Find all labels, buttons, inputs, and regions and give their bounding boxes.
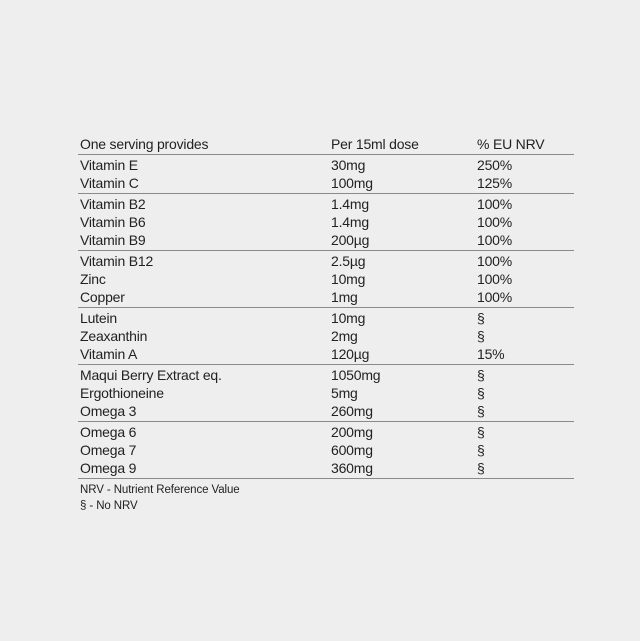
nutrient-nrv: 100% — [477, 232, 513, 248]
nutrient-nrv: § — [477, 328, 485, 344]
nutrient-name: Vitamin B6 — [80, 214, 146, 230]
nutrient-nrv: § — [475, 308, 574, 328]
table-group — [78, 308, 574, 365]
nutrient-name: Omega 9 — [78, 459, 329, 479]
nutrition-panel — [78, 134, 574, 514]
nutrient-nrv: 100% — [475, 194, 574, 214]
footnote-no-nrv: § - No NRV — [80, 500, 138, 512]
table-row — [78, 270, 574, 288]
nutrient-nrv: 100% — [477, 271, 513, 287]
nutrient-nrv: 100% — [477, 214, 513, 230]
nutrient-dose: 100mg — [331, 175, 373, 191]
nutrient-dose: 260mg — [331, 403, 373, 419]
nutrient-dose: 10mg — [329, 308, 475, 328]
table-row — [78, 308, 574, 328]
nutrient-dose: 2mg — [331, 328, 358, 344]
table-row — [78, 155, 574, 175]
table-row — [78, 213, 574, 231]
nutrient-name: Omega 3 — [80, 403, 137, 419]
nutrient-nrv: 100% — [475, 251, 574, 271]
nutrient-nrv: § — [477, 442, 485, 458]
table-row — [78, 174, 574, 194]
nutrient-name: Zeaxanthin — [80, 328, 148, 344]
table-row — [78, 459, 574, 479]
table-row — [78, 194, 574, 214]
footnotes — [78, 482, 574, 514]
nutrient-name: Omega 7 — [80, 442, 137, 458]
nutrient-name: Maqui Berry Extract eq. — [78, 365, 329, 385]
nutrient-name: Vitamin C — [80, 175, 139, 191]
table-group — [78, 365, 574, 422]
table-group — [78, 194, 574, 251]
header-dose: Per 15ml dose — [331, 136, 419, 152]
nutrient-name: Zinc — [80, 271, 106, 287]
table-row — [78, 345, 574, 365]
nutrient-dose: 360mg — [329, 459, 475, 479]
table-group — [78, 251, 574, 308]
nutrient-dose: 200mg — [329, 422, 475, 442]
nutrient-name: Lutein — [78, 308, 329, 328]
nutrient-dose: 1mg — [331, 289, 358, 305]
nutrient-nrv: 125% — [477, 175, 513, 191]
nutrient-nrv: § — [477, 385, 485, 401]
header-nutrient: One serving provides — [80, 136, 209, 152]
nutrient-dose: 5mg — [331, 385, 358, 401]
table-row — [78, 251, 574, 271]
nutrient-name: Vitamin A — [80, 346, 138, 362]
nutrient-dose: 30mg — [329, 155, 475, 175]
nutrient-dose: 120µg — [331, 346, 370, 362]
table-row — [78, 231, 574, 251]
nutrient-name: Vitamin B2 — [78, 194, 329, 214]
nutrient-dose: 1.4mg — [329, 194, 475, 214]
table-group — [78, 155, 574, 194]
nutrient-nrv: § — [475, 459, 574, 479]
table-row — [78, 288, 574, 308]
nutrient-dose: 200µg — [331, 232, 370, 248]
nutrient-nrv: § — [475, 422, 574, 442]
table-row — [78, 384, 574, 402]
nutrient-name: Vitamin B12 — [78, 251, 329, 271]
nutrient-nrv: § — [477, 403, 485, 419]
nutrient-dose: 2.5µg — [329, 251, 475, 271]
table-row — [78, 422, 574, 442]
nutrient-name: Copper — [80, 289, 125, 305]
nutrient-nrv: 250% — [475, 155, 574, 175]
nutrient-dose: 1.4mg — [331, 214, 369, 230]
table-group — [78, 422, 574, 479]
nutrient-dose: 1050mg — [329, 365, 475, 385]
nutrient-nrv: 15% — [477, 346, 505, 362]
nutrient-dose: 10mg — [331, 271, 366, 287]
table-header-row — [78, 134, 574, 155]
nutrient-name: Omega 6 — [78, 422, 329, 442]
table-row — [78, 327, 574, 345]
nutrient-dose: 600mg — [331, 442, 373, 458]
nutrient-nrv: 100% — [477, 289, 513, 305]
nutrient-name: Vitamin B9 — [80, 232, 146, 248]
footnote-nrv: NRV - Nutrient Reference Value — [80, 484, 240, 496]
header-nrv: % EU NRV — [477, 136, 545, 152]
nutrition-table — [78, 134, 574, 479]
table-row — [78, 441, 574, 459]
nutrient-name: Ergothioneine — [80, 385, 164, 401]
nutrient-nrv: § — [475, 365, 574, 385]
table-row — [78, 365, 574, 385]
nutrient-name: Vitamin E — [78, 155, 329, 175]
table-row — [78, 402, 574, 422]
